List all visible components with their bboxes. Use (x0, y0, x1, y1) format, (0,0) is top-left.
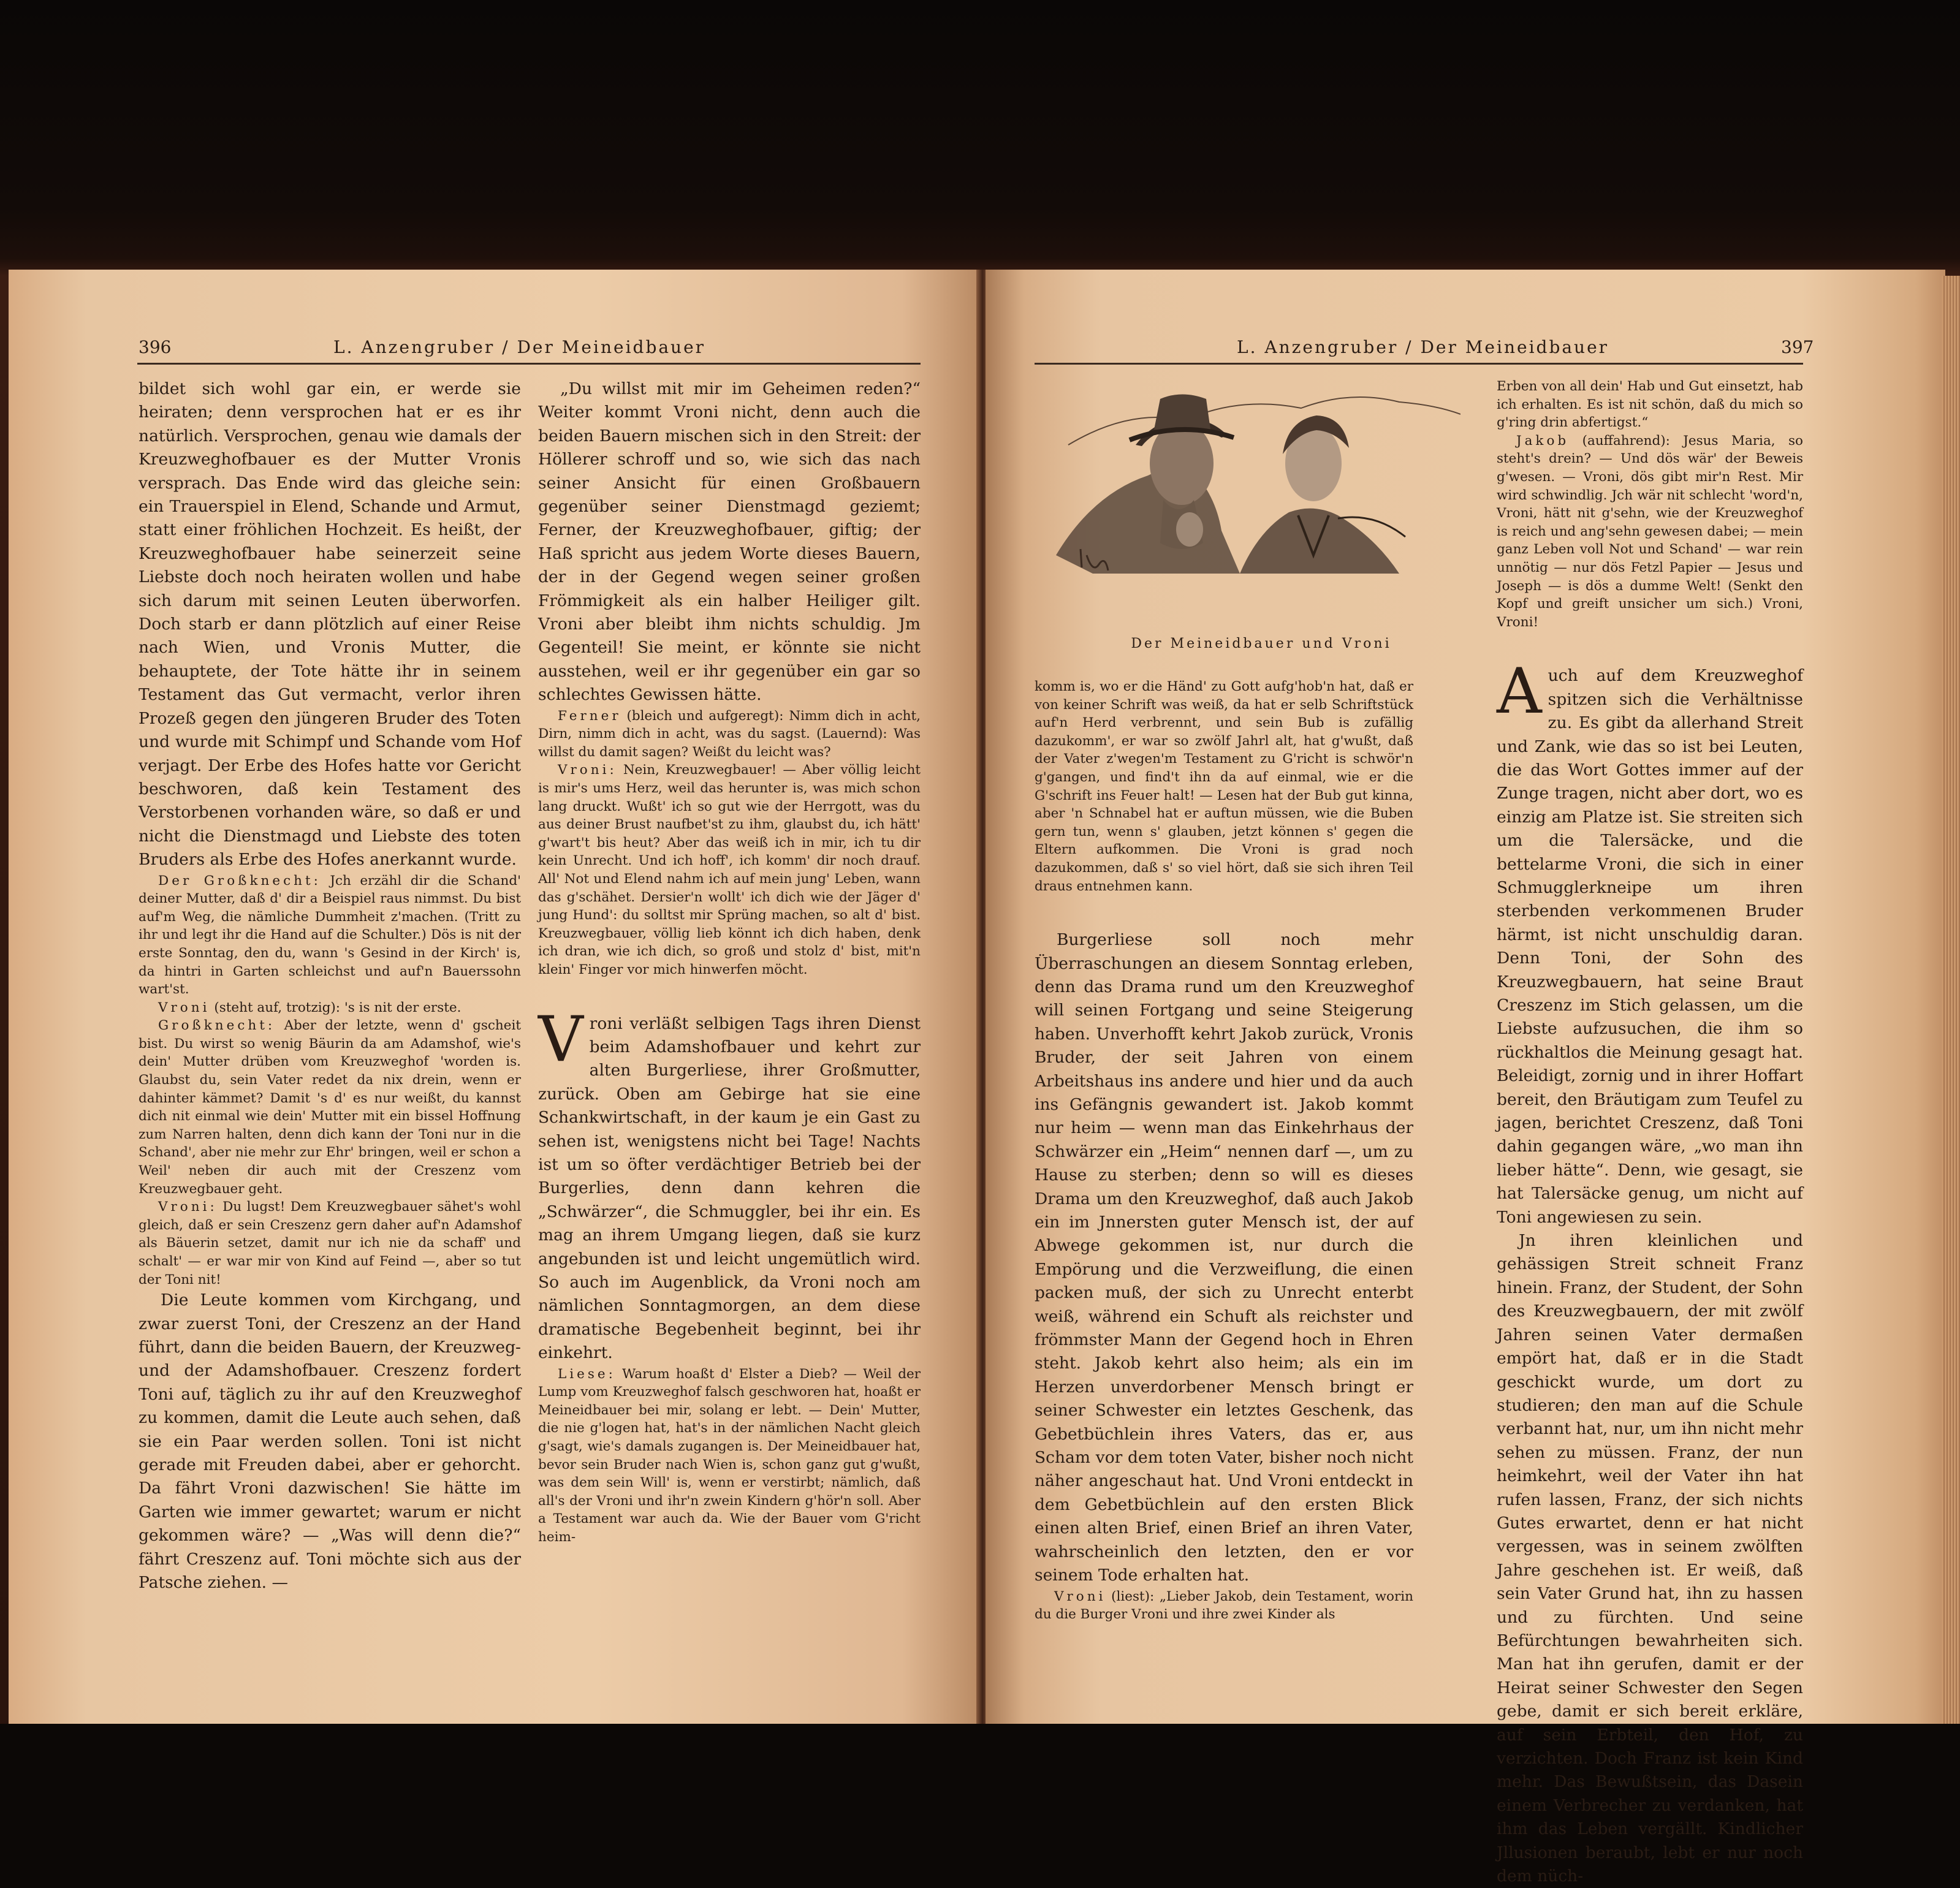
section-text: roni verläßt selbigen Tags ihren Dienst beim Adamshofbauer und kehrt zur alten Burgerliese, ihrer Großmutter, zurück. Oben am Gebirge hat sie eine Schankwirtschaft, in der kaum je ein Gast zu sehen ist, wenigstens nicht bei Tage! Nachts ist um so öfter verdächtiger Betrieb bei der Burgerlies, denn dann kehren die „Schwärzer“, die Schmuggler, bei ihr ein. Es mag an ihrem Umgang liegen, daß sie kurz angebunden ist und leicht ungemütlich wird. So auch im Augenblick, da Vroni noch am nämlichen Sonntagmorgen, an dem diese dramatische Begebenheit beginnt, bei ihr einkehrt. (538, 1014, 921, 1363)
section-gap (1497, 631, 1803, 664)
dialogue-text: (steht auf, trotzig): 's is nit der erste. (210, 999, 462, 1015)
dialogue-paragraph (1497, 432, 1803, 632)
section-gap (538, 979, 921, 1012)
narrative-paragraph: „Du willst mit mir im Geheimen reden?“ Weiter kommt Vroni nicht, denn auch die beiden Bauern mischen sich in den Streit: der Höllerer schroff und so, wie sich das nach seiner Ansicht für einen Großbauern gegenüber seiner Dienstmagd geziemt; Ferner, der Kreuzweghofbauer, giftig; der Haß spricht aus jedem Worte dieses Bauern, der in der Gegend wegen seiner großen Frömmigkeit als ein halber Heiliger gilt. Vroni aber bleibt ihm nichts schuldig. Jm Gegenteil! Sie meint, er könnte sie nicht ausstehen, weil er ihr gegenüber ein gar so schlechtes Gewissen hätte. (538, 379, 921, 705)
dialogue-text: Erben von all dein' Hab und Gut einsetzt, hab ich erhalten. Es ist nit schön, daß du mich so g'ring drin abfertigst.“ (1497, 379, 1803, 431)
dialogue-text: (auffahrend): Jesus Maria, so steht's drein? — Und dös wär' der Beweis g'wesen. — Vroni, dös gibt mir'n Rest. Mir wird schwindlig. Jch wär nit schlecht 'word'n, Vroni, hätt nit g'sehn, wie der Kreuzweghof is reich und ang'sehn gewesen dabei; — mein ganz Leben voll Not und Schand' — war rein unnötig — nur dös Fetzl Papier — Jesus und Joseph — is dös a dumme Welt! (Senkt den Kopf und greift unsicher um sich.) Vroni, Vroni! (1497, 433, 1803, 630)
dialogue-paragraph (139, 999, 521, 1017)
dialogue-paragraph (538, 761, 921, 979)
section-gap (1035, 895, 1413, 928)
right-header-rule (1035, 363, 1803, 365)
drop-cap: V (538, 1003, 583, 1076)
dialogue-paragraph (538, 707, 921, 762)
dialogue-paragraph (1035, 678, 1413, 895)
dialogue-text: Jch erzähl dir die Schand' deiner Mutter, daß d' dir a Beispiel raus nimmst. Du bist auf'm Weg, die nämliche Dummheit z'machen. (Tritt zu ihr und legt ihr die Hand auf die Schulter.) Dös is nit der erste Sonntag, den du, wann 's Gesind in der Kirch' is, da hintri in Garten schleichst und auf'n Bauerssohn wart'st. (139, 873, 521, 998)
dialogue-text: (bleich und aufgeregt): Nimm dich in acht, Dirn, nimm dich in acht, was du sagst. (Lauernd): Was willst du damit sagen? Weißt du leicht was? (538, 708, 921, 760)
speaker-name: Ferner (558, 708, 621, 724)
speaker-name: Liese: (558, 1366, 616, 1382)
left-header-rule (137, 363, 921, 365)
speaker-name: Vroni (158, 999, 210, 1015)
dialogue-text: Warum hoaßt d' Elster a Dieb? — Weil der Lump vom Kreuzweghof falsch geschworen hat, hoaßt er Meineidbauer bei mir, solang er lebt. — Dein' Mutter, die nie g'logen hat, hat's in der nämlichen Nacht gleich g'sagt, wie's damals zugangen is. Der Meineidbauer hat, bevor sein Bruder nach Wien is, schon ganz gut g'wußt, was dem sein Will' is, wenn er verstirbt; nämlich, daß all's der Vroni und ihr'n zwein Kindern g'hör'n soll. Aber a Testament war auch da. Wie der Bauer vom G'richt heim- (538, 1366, 921, 1545)
left-column-1 (139, 377, 521, 1594)
narrative-paragraph: bildet sich wohl gar ein, er werde sie heiraten; denn versprochen hat er es ihr natürlich. Versprochen, genau wie damals der Kreuzweghofbauer es der Mutter Vronis versprach. Das Ende wird das gleiche sein: ein Trauerspiel in Elend, Schande und Armut, statt einer fröhlichen Hochzeit. Es heißt, der Kreuzweghofbauer habe seinerzeit seine Liebste doch noch heiraten wollen und habe sich darum mit seinen Leuten überworfen. Doch starb er dann plötzlich auf einer Reise nach Wien, und Vronis Mutter, die behauptete, der Tote hätte ihr in seinem Testament das Gut vermacht, verlor ihren Prozeß gegen den jüngeren Bruder des Toten und wurde mit Schimpf und Schande vom Hof verjagt. Der Erbe des Hofes hatte vor Gericht beschworen, daß kein Testament des Verstorbenen vorhanden wäre, so daß er und nicht die Dienstmagd und Liebste des toten Bruders als Erbe des Hofes anerkannt wurde. (139, 379, 521, 870)
dialogue-text: (liest): „Lieber Jakob, dein Testament, worin du die Burger Vroni und ihre zwei Kinder als (1035, 1588, 1413, 1623)
illustration-caption: Der Meineidbauer und Vroni (1131, 636, 1392, 651)
speaker-name: Der Großknecht: (158, 873, 321, 889)
right-page-number: 397 (1781, 337, 1814, 357)
left-page (9, 270, 980, 1724)
page-edges (1942, 276, 1960, 1724)
narrative-paragraph: Jn ihren kleinlichen und gehässigen Streit schneit Franz hinein. Franz, der Student, der Sohn des Kreuzwegbauern, der mit zwölf Jahren seinen Vater dermaßen empört hat, daß er in die Stadt geschickt wurde, um dort zu studieren; den man auf die Schule verbannt hat, nur, um ihn nicht mehr sehen zu müssen. Franz, der nun heimkehrt, weil der Vater ihn hat rufen lassen, Franz, der sich nichts Gutes erwartet, denn er hat nicht vergessen, was in seinem zwölften Jahre geschehen ist. Er weiß, daß sein Vater Grund hat, ihn zu hassen und zu fürchten. Und seine Befürchtungen bewahrheiten sich. Man hat ihn gerufen, damit er der Heirat seiner Schwester den Segen gebe, damit er sich bereit erkläre, auf sein Erbteil, den Hof, zu verzichten. Doch Franz ist kein Kind mehr. Das Bewußtsein, das Dasein einem Verbrecher zu verdanken, hat ihm das Leben vergällt. Kindlicher Jllusionen beraubt, lebt er nur noch dem nüch- (1497, 1231, 1803, 1886)
dialogue-text: Du lugst! Dem Kreuzwegbauer sähet's wohl gleich, daß er sein Creszenz gern daher auf'n Adamshof als Bäuerin setzet, damit nur ich nie da schaff' und schalt' — er war mir von Kind auf Feind —, aber so tut der Toni nit! (139, 1199, 521, 1287)
right-column-2 (1497, 377, 1803, 1888)
speaker-name: Vroni (1054, 1588, 1106, 1604)
left-running-head: L. Anzengruber / Der Meineidbauer (333, 337, 706, 357)
speaker-name: Großknecht: (158, 1018, 276, 1034)
right-column-1 (1035, 678, 1413, 1624)
dialogue-paragraph (1035, 1588, 1413, 1624)
section-paragraph (538, 1003, 921, 1365)
right-page (986, 270, 1945, 1886)
dialogue-paragraph (139, 872, 521, 999)
section-text: uch auf dem Kreuzweghof spitzen sich die Verhältnisse zu. Es gibt da allerhand Streit und Zank, wie das so ist bei Leuten, die das Wort Gottes immer auf der Zunge tragen, nicht aber dort, wo es einzig am Platze ist. Sie streiten sich um die Talersäcke, und die bettelarme Vroni, die sich in einer Schmugglerkneipe um ihren sterbenden verkommenen Bruder härmt, ist nicht unschuldig daran. Denn Toni, der Sohn des Kreuzwegbauern, hat seine Braut Creszenz im Stich gelassen, um die Liebste aufzusuchen, die ihm so rückhaltlos die Meinung gesagt hat. Beleidigt, zornig und in ihrer Hoffart bereit, den Bräutigam zum Teufel zu jagen, berichtet Creszenz, daß Toni dahin gegangen wäre, „wo man ihn lieber hätte“. Denn, wie gesagt, sie hat Talersäcke genug, um nicht auf Toni angewiesen zu sein. (1497, 666, 1803, 1227)
section-paragraph (1497, 655, 1803, 1229)
speaker-name: Jakob (1516, 433, 1570, 449)
dialogue-paragraph (1497, 377, 1803, 432)
speaker-name: Vroni: (158, 1199, 218, 1215)
illustration-meineidbauer-and-vroni (1056, 371, 1461, 616)
dialogue-text: Aber der letzte, wenn d' gscheit bist. Du wirst so wenig Bäurin da am Adamshof, wie's dein' Mutter drüben vom Kreuzweghof 'worden is. Glaubst du, sein Vater redet da nix drein, wenn er dahinter kämmet? Damit 's d' es nur weißt, du kannst dich nit einmal wie dein' Mutter mit ein bissel Hoffnung zum Narren halten, denn dich kann der Toni nur in die Schand', aber nie mehr zur Ehr' bringen, weil er schon a Weil' neben dir auch mit der Creszenz vom Kreuzwegbauer geht. (139, 1018, 521, 1197)
left-page-number: 396 (139, 337, 172, 357)
narrative-paragraph: Die Leute kommen vom Kirchgang, und zwar zuerst Toni, der Creszenz an der Hand führt, dann die beiden Bauern, der Kreuzweg- und der Adamshofbauer. Creszenz fordert Toni auf, täglich zu ihr auf den Kreuzweghof zu kommen, damit die Leute auch sehen, daß sie ein Paar werden sollen. Toni ist nicht gerade mit Freuden dabei, aber er gehorcht. Da fährt Vroni dazwischen! Sie hätte im Garten wie immer gewartet; warum er nicht gekommen wäre? — „Was will denn die?“ fährt Creszenz auf. Toni möchte sich aus der Patsche ziehen. — (139, 1291, 521, 1593)
right-running-head: L. Anzengruber / Der Meineidbauer (1237, 337, 1609, 357)
narrative-paragraph: Burgerliese soll noch mehr Überraschungen an diesem Sonntag erleben, denn das Drama rund um den Kreuzweghof will seinen Fortgang und seine Steigerung haben. Unverhofft kehrt Jakob zurück, Vronis Bruder, der seit Jahren von einem Arbeitshaus ins andere und hier und da auch ins Gefängnis gewandert ist. Jakob kommt nur heim — wenn man das Einkehrhaus der Schwärzer ein „Heim“ nennen darf —, um zu Hause zu sterben; denn so will es dieses Drama um den Kreuzweghof, daß auch Jakob ein im Jnnersten guter Mensch ist, der auf Abwege gekommen ist, nur durch die Empörung und die Verzweiflung, die einen packen muß, der sich zu Unrecht enterbt weiß, während ein Schuft als reichster und frömmster Mann der Gegend hoch in Ehren steht. Jakob kehrt also heim; als ein im Herzen unverdorbener Mensch bringt er seiner Schwester ein letztes Geschenk, das Gebetbüchlein ihres Vaters, das er, aus Scham vor dem toten Vater, bisher noch nicht näher angeschaut hat. Und Vroni entdeckt in dem Gebetbüchlein auf den ersten Blick einen alten Brief, einen Brief an ihren Vater, wahrscheinlich den letzten, den er vor seinem Tode erhalten hat. (1035, 930, 1413, 1585)
dialogue-paragraph (139, 1198, 521, 1289)
dialogue-paragraph (538, 1365, 921, 1547)
drop-cap: A (1497, 655, 1542, 729)
left-column-2 (538, 377, 921, 1547)
dialogue-text: komm is, wo er die Händ' zu Gott aufg'hob'n hat, daß er von keiner Schrift was weiß, da hat er selb Schriftstück auf'n Herd verbrennt, und sein Bub is zufällig dazukomm', er war so zwölf Jahrl alt, hat g'wußt, daß der Vater z'wegen'm Testament zu G'richt is schwör'n g'gangen, und find't ihn da auf einmal, wie er die G'schrift ins Feuer halt! — Lesen hat der Bub gut kinna, aber 'n Schnabel hat er auftun müssen, wie die Buben gern tun, wenn s' glauben, jetzt können s' gegen die Eltern aufkommen. Die Vroni is grad noch dazukommen, daß s' so viel hört, daß sie sich ihren Teil draus entnehmen kann. (1035, 679, 1413, 894)
dialogue-paragraph (139, 1017, 521, 1198)
speaker-name: Vroni: (558, 762, 617, 778)
dialogue-text: Nein, Kreuzwegbauer! — Aber völlig leicht is mir's ums Herz, weil das herunter is, was mich schon lang druckt. Wußt' ich so gut wie der Herrgott, was du aus deiner Brust naufbet'st zu ihm, glaubst du, ich hätt' g'wart't bis heut? Aber das weiß ich in mir, ich tu dir kein Unrecht. Und ich hoff', ich komm' dir noch drauf. All' Not und Elend nahm ich auf mein jung' Leben, wann das g'schähet. Dersier'n wollt' ich dich wie der Jäger d' jung Hund': du solltst mir Sprüng machen, so alt d' bist. Kreuzwegbauer, völlig lieb könnt ich dich haben, denk ich dran, wie ich dich, so groß und stolz d' bist, mit'n klein' Finger vor mich hinwerfen möcht. (538, 762, 921, 977)
